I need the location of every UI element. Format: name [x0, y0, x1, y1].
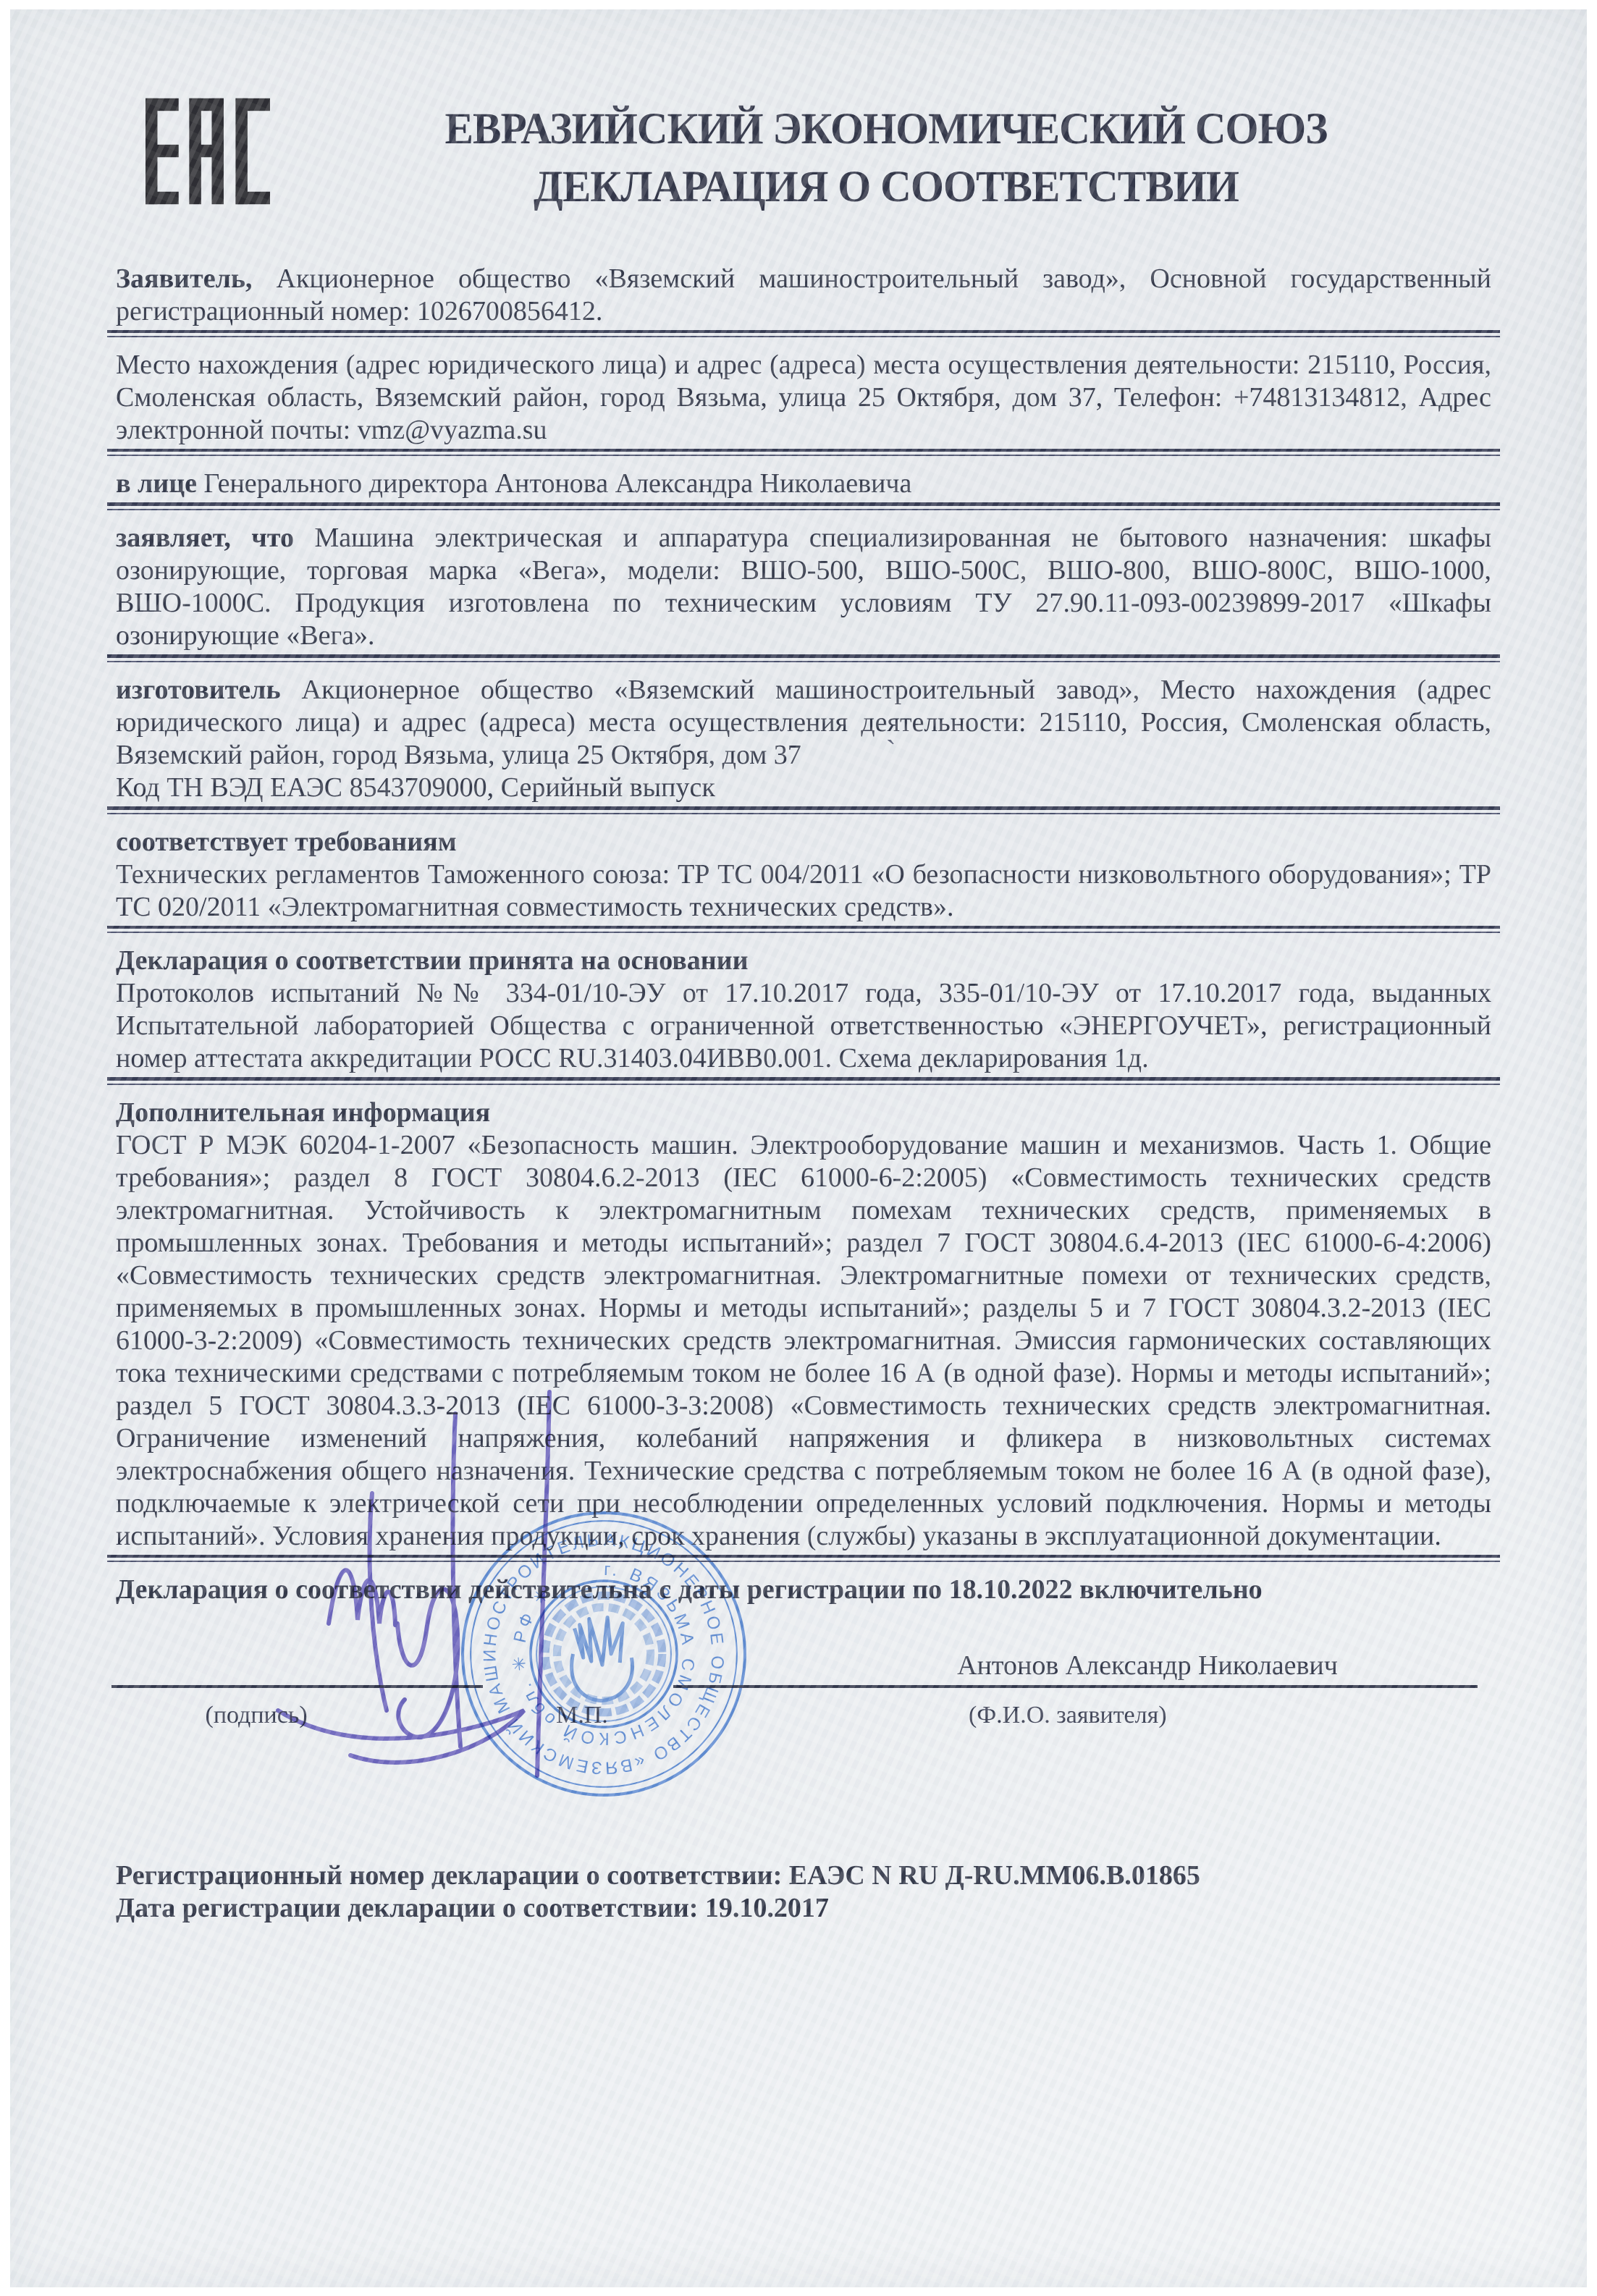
- manufacturer-paragraph: [116, 674, 1491, 772]
- validity-heading: Декларация о соответствии действительна с даты регистрации по 18.10.2022 включительно: [116, 1574, 1263, 1605]
- divider-rule: [107, 926, 1500, 933]
- registration-date-value: 19.10.2017: [704, 1893, 829, 1923]
- manufacturer-label: изготовитель: [116, 675, 281, 705]
- registration-date-line: [116, 1892, 1491, 1925]
- divider-rule: [107, 1077, 1500, 1085]
- regulations-paragraph: Технических регламентов Таможенного союза: ТР ТС 004/2011 «О безопасности низковольтного оборудования»; ТР ТС 020/2011 «Электромагнитная совместимость технических средств».: [116, 859, 1491, 922]
- title-line-1: ЕВРАЗИЙСКИЙ ЭКОНОМИЧЕСКИЙ СОЮЗ: [444, 105, 1328, 153]
- additional-info-heading: Дополнительная информация: [116, 1097, 491, 1128]
- title-line-2: ДЕКЛАРАЦИЯ О СООТВЕТСТВИИ: [534, 163, 1239, 211]
- applicant-label: Заявитель,: [116, 263, 253, 294]
- registration-number-value: ЕАЭС N RU Д-RU.ММ06.В.01865: [788, 1860, 1200, 1891]
- registration-date-label: Дата регистрации декларации о соответствии:: [116, 1893, 699, 1923]
- scanned-paper: [10, 9, 1587, 2287]
- eac-mark-icon: [146, 96, 270, 206]
- divider-rule: [107, 502, 1500, 510]
- complies-heading: соответствует требованиям: [116, 827, 457, 857]
- scan-speck: `: [886, 734, 896, 767]
- document-title: [271, 101, 1501, 216]
- basis-paragraph: Протоколов испытаний №№ 334-01/10-ЭУ от 17.10.2017 года, 335-01/10-ЭУ от 17.10.2017 года, выданных Испытательной лабораторией Общества с ограниченной ответственностью «ЭНЕРГОУЧЕТ», регистрационный номер аттестата аккредитации РОСС RU.31403.04ИВВ0.001. Схема декларирования 1д.: [116, 978, 1491, 1073]
- declares-label: заявляет, что: [116, 523, 294, 553]
- fio-caption: (Ф.И.О. заявителя): [969, 1702, 1167, 1729]
- declares-text: Машина электрическая и аппаратура специализированная не бытового назначения: шкафы озонирующие, торговая марка «Вега», модели: ВШО-500, ВШО-500С, ВШО-800, ВШО-800С, ВШО-1000, ВШО-1000С. Продукция изготовлена по техническим условиям ТУ 27.90.11-093-00239899-2017 «Шкафы озонирующие «Вега».: [116, 523, 1492, 651]
- divider-rule: [107, 654, 1500, 662]
- tnved-line: Код ТН ВЭД ЕАЭС 8543709000, Серийный выпуск: [116, 772, 715, 803]
- basis-heading: Декларация о соответствии принята на основании: [116, 945, 749, 976]
- registration-number-label: Регистрационный номер декларации о соответствии:: [116, 1860, 783, 1891]
- divider-rule: [107, 806, 1500, 814]
- represented-by-label: в лице: [116, 468, 197, 499]
- represented-by-paragraph: [116, 468, 1491, 500]
- registration-number-line: [116, 1860, 1491, 1892]
- additional-info-paragraph: ГОСТ Р МЭК 60204-1-2007 «Безопасность машин. Электрооборудование машин и механизмов. Часть 1. Общие требования»; раздел 8 ГОСТ 30804.6.2-2013 (IEC 61000-6-2:2005) «Совместимость технических средств электромагнитная. Устойчивость к электромагнитным помехам технических средств, применяемых в промышленных зонах. Требования и методы испытаний»; раздел 7 ГОСТ 30804.6.4-2013 (IEC 61000-6-4:2006) «Совместимость технических средств электромагнитная. Электромагнитные помехи от технических средств, применяемых в промышленных зонах. Нормы и методы испытаний»; разделы 5 и 7 ГОСТ 30804.3.2-2013 (IEC 61000-3-2:2009) «Совместимость технических средств электромагнитная. Эмиссия гармонических составляющих тока техническими средствами с потребляемым током не более 16 А (в одной фазе). Нормы и методы испытаний»; раздел 5 ГОСТ 30804.3.3-2013 (IEC 61000-3-3:2008) «Совместимость технических средств электромагнитная. Ограничение изменений напряжения, колебаний напряжения и фликера в низковольтных системах электроснабжения общего назначения. Технические средства с потребляемым током не более 16 А (в одной фазе), подключаемые к электрической сети при несоблюдении определенных условий подключения. Нормы и методы испытаний». Условия хранения продукции, срок хранения (службы) указаны в эксплуатационной документации.: [116, 1130, 1491, 1551]
- manufacturer-text: Акционерное общество «Вяземский машиностроительный завод», Место нахождения (адрес юридического лица) и адрес (адреса) места осуществления деятельности: 215110, Россия, Смоленская область, Вяземский район, город Вязьма, улица 25 Октября, дом 37: [116, 675, 1491, 770]
- divider-rule: [107, 449, 1500, 456]
- represented-by-text: Генерального директора Антонова Александра Николаевича: [203, 468, 912, 499]
- stamp-place-caption: М.П.: [556, 1702, 608, 1729]
- declares-paragraph: [116, 522, 1491, 652]
- applicant-paragraph: [116, 263, 1491, 328]
- signature-caption: (подпись): [205, 1702, 308, 1729]
- divider-rule: [107, 330, 1500, 337]
- signature: [271, 1370, 821, 1848]
- applicant-text: Акционерное общество «Вяземский машиностроительный завод», Основной государственный регистрационный номер: 1026700856412.: [116, 263, 1491, 326]
- location-paragraph: Место нахождения (адрес юридического лица) и адрес (адреса) места осуществления деятельности: 215110, Россия, Смоленская область, Вяземский район, город Вязьма, улица 25 Октября, дом 37, Телефон: +74813134812, Адрес электронной почты: vmz@vyazma.su: [116, 350, 1491, 445]
- declarant-name: Антонов Александр Николаевич: [957, 1650, 1338, 1681]
